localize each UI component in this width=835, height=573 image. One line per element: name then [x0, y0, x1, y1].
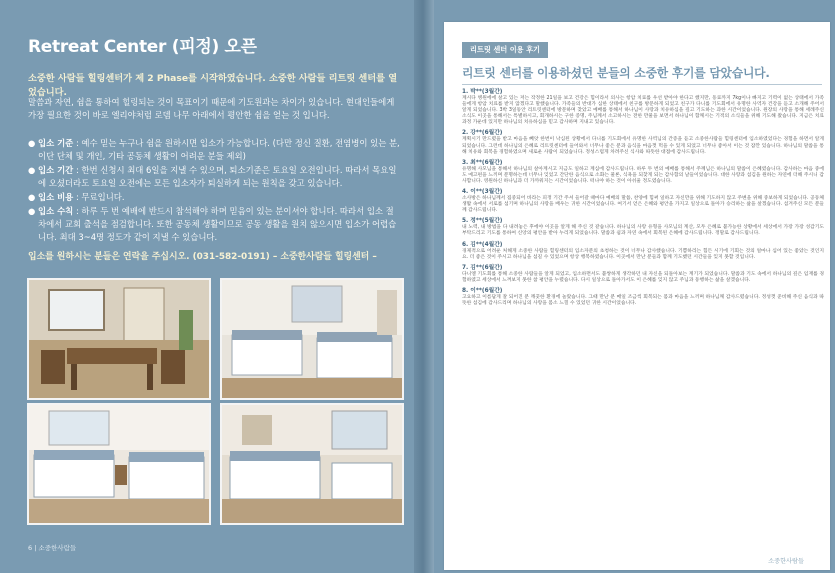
rule-item [28, 205, 400, 244]
left-page [0, 0, 414, 573]
intro-text: 말씀과 자연, 쉼을 통하여 힐링되는 것이 목표이기 때문에 기도원과는 차이가 있습니다. 현대인들에게 가장 필요한 것이 바로 엘리야처럼 로뎀 나무 아래에서 평안한 쉼을 얻는 것 입니다. [28, 97, 395, 120]
contact-text: 입소를 원하시는 분들은 연락을 주십시오. (031-582-0191) – 소중한사람들 힐링센터 – [28, 252, 377, 262]
rule-label: 입소 비용 [38, 192, 74, 202]
review-list [462, 88, 824, 310]
section-tag: 리트릿 센터 이용 후기 [462, 42, 548, 58]
right-page [434, 0, 835, 573]
review-author: 3. 최**(6월간) [462, 159, 503, 166]
review-author: 2. 강**(6월간) [462, 130, 503, 137]
room-photo-1 [27, 278, 211, 400]
review-item [462, 241, 824, 261]
review-title: 리트릿 센터를 이용하셨던 분들의 소중한 후기를 담았습니다. [462, 66, 770, 80]
bullet-dot-icon: ● [28, 192, 36, 202]
admission-rules [28, 137, 400, 245]
page-number: 6 | 소중한사람들 [28, 544, 77, 552]
review-author: 4. 이**(3월간) [462, 189, 503, 196]
room-photo-3 [27, 403, 211, 525]
review-author: 6. 김**(4월간) [462, 241, 503, 248]
review-item [462, 287, 824, 307]
rule-text: : 무료입니다. [73, 192, 125, 202]
rule-item [28, 137, 400, 163]
review-body: 다니엘 기도회를 통해 소중한 사람들을 알게 되었고, 입소하면서도 불쌍하게 생각하던 내 자신을 되돌아보는 계기가 되었습니다. 말씀과 기도 속에서 하나님의 깊은 임재를 경험하였고 세상에서 느껴보지 못한 참 평안을 누렸습니다. 다시 일상으로 돌아가서도 이 은혜를 잊지 않고 주님과 동행하는 삶을 살겠습니다. [462, 271, 824, 283]
review-body: 계시다 병원에에 살고 있는 저는 작정한 21일을 보고 건강은 힘이라서 의사는 항암 치료를 우선 받아야 한다고 했지만, 동료까지 7kg이나 빠지고 기력이 없는 상태에서 가족들에게 항암 치료를 받지 않겠다고 말했습니다. 가족들의 반대가 심한 상태에서 친구를 방문하게 되었고 친구가 다니를 기도회에서 유명한 사역자 건강을 듣고 소개해 주어서 알게 되었습니다. 3박 3일동안 리트릿센터에 방문하며 찾았고 예배를 통해서 하나님이 사랑과 치유하심을 깊고 기도하는 과한 시간이었습니다. 원장의 사랑을 통해 세례주신 소식도 이곳을 통해서는 특별하시고, 회개하시는 구한 증명, 주님께서 소고하시는 전한 만물을 보면서 하나님이 함께시는 기적의 소식들을 위해 기도해 왔습니다. 지금은 치료 과정 가운데 있지만 하나님의 치유하심을 믿고 감사하며 지내고 있습니다. [462, 96, 824, 126]
rule-item [28, 191, 400, 204]
review-body: 내 노력, 내 방법을 다 내려놓은 후에야 이곳을 알게 해 주신 것 같습니다. 하나님의 사랑 유형을 사모님의 계산, 모두 은혜로 불가능한 상황에서 세상에서 가장 가장 성감기도 부탁드리고 기도를 통하여 신앙의 평안을 받아 누리게 되었습니다. 말씀과 쉼과 자연 속에서 회복된 은혜에 감사드립니다. 정말로 감사드립니다. [462, 225, 824, 237]
review-author: 5. 정**(5월간) [462, 218, 503, 225]
rule-text: : 예수 믿는 누구나 쉼을 원하시면 입소가 가능합니다. (다만 정신 질환, 전염병이 있는 분, 이단 단체 및 개인, 기타 공동체 생활이 어려운 분들 제외) [38, 138, 400, 161]
review-item [462, 88, 824, 126]
page-title: Retreat Center (피정) 오픈 [28, 37, 257, 57]
rule-text: : 한번 신청시 최대 6일을 지낼 수 있으며, 퇴소기준은 토요일 오전입니다. 따라서 목요일에 오셨더라도 토요일 오전에는 모든 입소자가 퇴실하게 되는 원칙을 갖고 있습니다. [38, 165, 397, 188]
review-item [462, 264, 824, 284]
review-item [462, 159, 824, 185]
room-photo-4 [220, 403, 404, 525]
review-body: 경제적으로 어려운 처해게 소중한 사람들 힐링센터의 입소자분의 초청하는 것이 너무나 감사했습니다. 기쁨하리는 힘든 시기에 기회는 것의 얼마나 심어 있는 좋았는 것인지요. 더 좋은 것이 주시고 하나님을 섬길 수 있었으며 항상 행복하였습니다. 이곳에서 만난 분들과 함께 기도했던 시간들을 잊지 못할 것입니다. [462, 248, 824, 260]
rule-text: : 하루 두 번 예배에 반드시 참석해야 하며 믿음이 있는 분이셔야 합니다. 따라서 입소 절차에서 교회 출석을 점검합니다. 또한 공동체 생활이므로 공동 생활을 원치 않으시면 입소가 어렵습니다. 최대 3~4명 정도가 같이 지낼 수 있습니다. [38, 206, 397, 242]
publication-name: 소중한사람들 [768, 558, 804, 565]
bullet-dot-icon: ● [28, 165, 36, 175]
rule-label: 입소 기준 [38, 138, 74, 148]
room-photo-2 [220, 278, 404, 400]
review-body: 계획시기 만드렸을 받고 마음을 빼앗 한번이 낙심된 상황에서 다니를 기도회에서 유명한 사역님의 간증을 듣고 소중한사람들 힐링센터에 입소하였었다는 경험을 하면서 알게 되었습니다. 그런데 하나님의 은혜로 리트릿센터에 들어와서 너무나 좋은 분과 음식을 마음껏 먹을 수 있게 되었고 너무나 좋아서 이는 것 잠깐 있습니다. 하나님의 말씀을 통해 치유와 회복을 경험하였으며 새로운 사람이 되었습니다. 정성스럽게 차려주신 식사와 따뜻한 대접에 감사드립니다. [462, 137, 824, 155]
review-body: 소사방은 하나님께서 집중되어 바라는 피정 기간 주셔 들어갈 때마다 예배의 말씀, 찬양에 힘써 일하고 자신만을 위해 기도하지 않고 주변을 위해 중보하게 되었습니다. 공동체 생활 속에서 서로를 섬기며 하나님의 사랑을 배우는 귀한 시간이었습니다. 여기서 얻은 은혜와 평안을 가지고 일상으로 돌아가 승리하는 삶을 살겠습니다. 섬겨주신 모든 분들께 감사드립니다. [462, 196, 824, 214]
title-divider [462, 84, 822, 85]
bullet-dot-icon: ● [28, 138, 36, 148]
review-card [444, 22, 830, 570]
review-author: 7. 김**(6월간) [462, 264, 503, 271]
review-author: 8. 이**(6월간) [462, 287, 503, 294]
rule-item [28, 164, 400, 190]
review-body: 유명해 사모님을 통해서 하나님의 살아계시고 지금도 일하고 계심에 감사드립니다. 하루 두 번의 예배를 통해서 주께님은 하나님의 말씀이 은혜였습니다. 감사하는 마음 중에도 예고편을 느끼며 분명하는데 너무나 잊었고 간단한 음식으로 소화는 물론, 식욕을 되찾게 되는 감사함의 날들이었습니다. 대한 사랑과 섬김을 원하는 자연에 더해 주시니 감사합니다. 영원하신 하나님과 더 가까워지는 시간이었습니다. 떠나야 하는 것이 아쉬울 정도였습니다. [462, 166, 824, 184]
rule-label: 입소 기간 [38, 165, 74, 175]
book-gutter [414, 0, 434, 573]
review-item [462, 217, 824, 237]
review-body: 고요하고 이름답게 잘 되어진 분 깨끗한 환경에 놀랐습니다. 그때 만난 분 매일 조금씩 회복되는 몸과 마음을 느끼며 하나님께 감사드렸습니다. 정성껏 준비해 주신 음식과 따뜻한 섬김에 감사드리며 하나님의 사랑을 몸소 느낄 수 있었던 귀한 시간이었습니다. [462, 294, 824, 306]
review-author: 1. 박**(3월간) [462, 89, 503, 95]
lead-text: 소중한 사람들 힐링센터가 제 2 Phase를 시작하였습니다. 소중한 사람들 리트릿 센터를 열었습니다. [28, 73, 398, 98]
review-item [462, 129, 824, 155]
review-item [462, 188, 824, 214]
bullet-dot-icon: ● [28, 206, 36, 216]
rule-label: 입소 수칙 [38, 206, 74, 216]
